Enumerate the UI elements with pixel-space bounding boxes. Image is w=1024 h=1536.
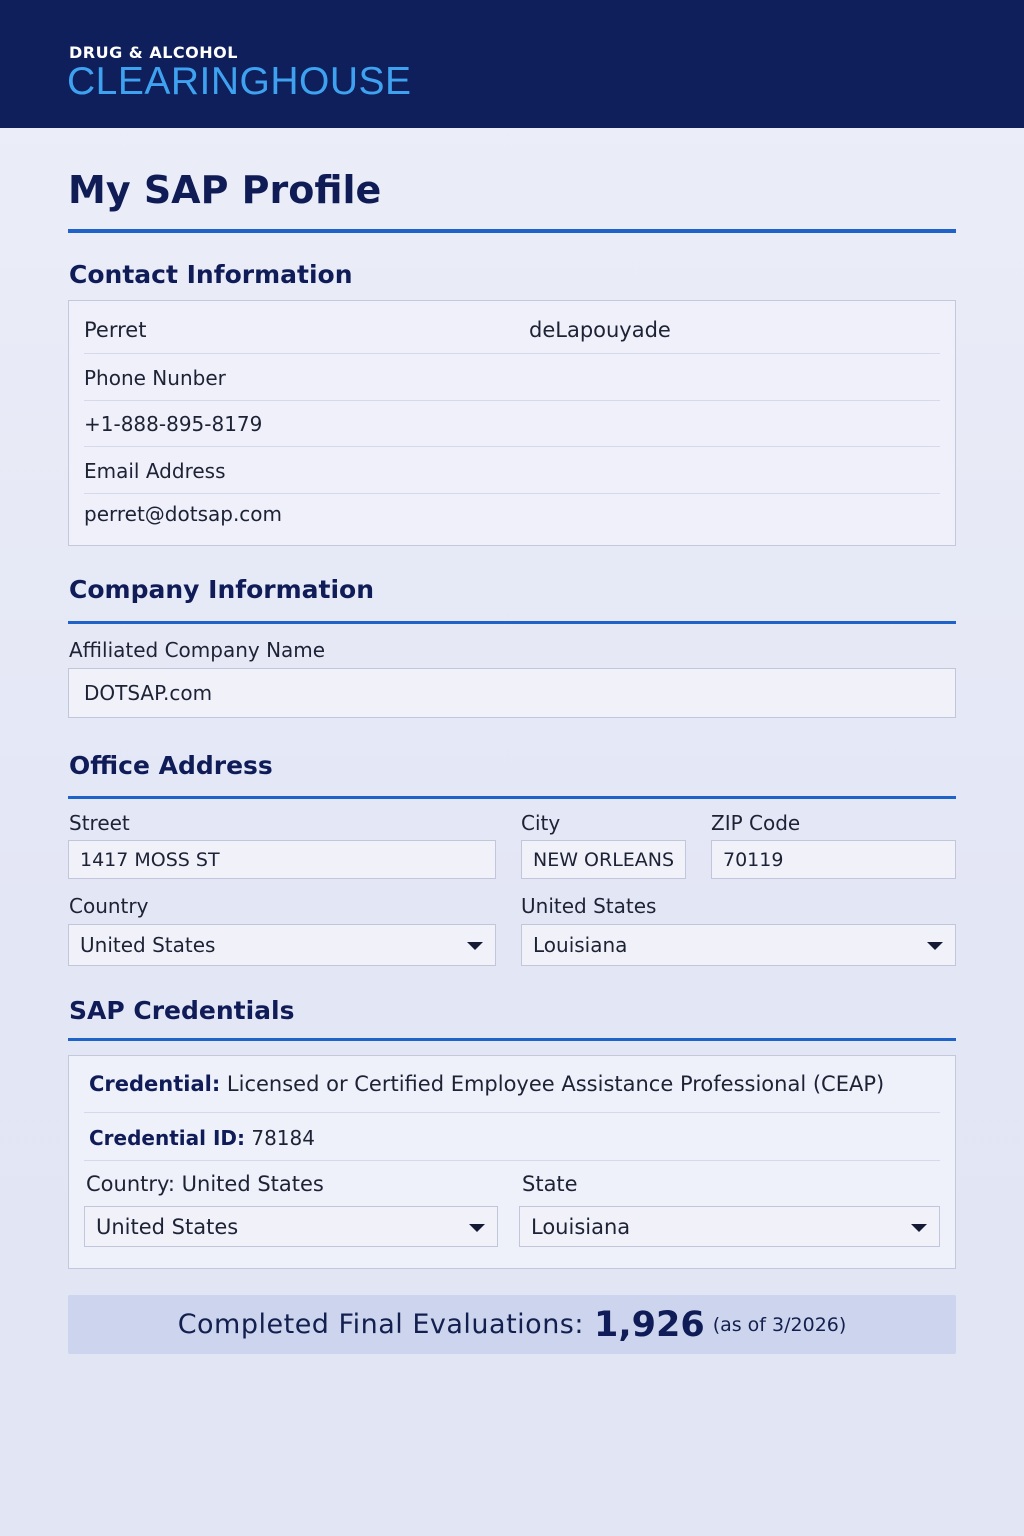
company-name-value: DOTSAP.com xyxy=(84,681,213,705)
chevron-down-icon xyxy=(911,1224,927,1232)
address-divider xyxy=(68,796,956,799)
brand-top-text: DRUG & ALCOHOL xyxy=(69,43,238,62)
company-name-label: Affiliated Company Name xyxy=(69,638,326,662)
credential-line xyxy=(89,1072,884,1096)
evaluations-as-of: (as of 3/2026) xyxy=(712,1313,847,1336)
cred-state-select-value: Louisiana xyxy=(531,1215,631,1239)
city-label: City xyxy=(521,811,561,835)
credential-divider xyxy=(84,1112,940,1113)
phone-value-row xyxy=(84,401,940,447)
evaluations-count: 1,926 xyxy=(593,1304,705,1345)
street-label: Street xyxy=(69,811,130,835)
title-divider xyxy=(68,229,956,233)
name-row xyxy=(84,305,940,354)
evaluations-banner-content xyxy=(68,1295,956,1354)
email-value-row xyxy=(84,494,940,540)
credential-value: Licensed or Certified Employee Assistance Professional (CEAP) xyxy=(220,1072,885,1096)
cred-country-select[interactable] xyxy=(84,1206,498,1247)
cred-state-label: State xyxy=(522,1172,578,1196)
brand-logo-text[interactable]: CLEARINGHOUSE xyxy=(67,60,412,103)
cred-country-select-value: United States xyxy=(96,1215,239,1239)
evaluations-label: Completed Final Evaluations: xyxy=(177,1309,584,1340)
contact-section-title: Contact Information xyxy=(69,260,353,289)
last-name-value: deLapouyade xyxy=(529,318,671,342)
chevron-down-icon xyxy=(927,942,943,950)
credential-id-divider xyxy=(84,1160,940,1161)
cred-country-label: Country: United States xyxy=(86,1172,324,1196)
phone-label-row xyxy=(84,354,940,401)
state-select-value: Louisiana xyxy=(533,933,628,957)
zip-value: 70119 xyxy=(723,849,784,871)
credential-key: Credential: xyxy=(89,1072,221,1096)
credential-id-line xyxy=(89,1126,315,1150)
street-value: 1417 MOSS ST xyxy=(80,849,220,871)
contact-panel xyxy=(68,300,956,546)
state-label: United States xyxy=(521,894,657,918)
company-name-field[interactable] xyxy=(68,668,956,718)
credential-id-value: 78184 xyxy=(245,1126,315,1150)
company-divider xyxy=(68,621,956,624)
phone-label: Phone Nunber xyxy=(84,366,226,390)
page-title: My SAP Profile xyxy=(68,168,382,212)
credentials-section-title: SAP Credentials xyxy=(69,996,295,1025)
phone-value[interactable]: +1-888-895-8179 xyxy=(84,412,263,436)
cred-state-select[interactable] xyxy=(519,1206,940,1247)
city-field[interactable] xyxy=(521,840,686,879)
country-label: Country xyxy=(69,894,149,918)
email-label: Email Address xyxy=(84,459,226,483)
first-name-value: Perret xyxy=(84,318,147,342)
address-section-title: Office Address xyxy=(69,751,273,780)
street-field[interactable] xyxy=(68,840,496,879)
email-value[interactable]: perret@dotsap.com xyxy=(84,502,283,526)
zip-field[interactable] xyxy=(711,840,956,879)
chevron-down-icon xyxy=(469,1224,485,1232)
country-select[interactable] xyxy=(68,924,496,966)
company-section-title: Company Information xyxy=(69,575,375,604)
city-value: NEW ORLEANS xyxy=(533,849,675,871)
credentials-panel xyxy=(68,1055,956,1269)
state-select[interactable] xyxy=(521,924,956,966)
zip-label: ZIP Code xyxy=(711,811,801,835)
credential-id-key: Credential ID: xyxy=(89,1126,245,1150)
email-label-row xyxy=(84,447,940,494)
country-select-value: United States xyxy=(80,933,216,957)
chevron-down-icon xyxy=(467,942,483,950)
evaluations-banner xyxy=(68,1295,956,1354)
credentials-divider xyxy=(68,1038,956,1041)
app-header xyxy=(0,0,1024,128)
